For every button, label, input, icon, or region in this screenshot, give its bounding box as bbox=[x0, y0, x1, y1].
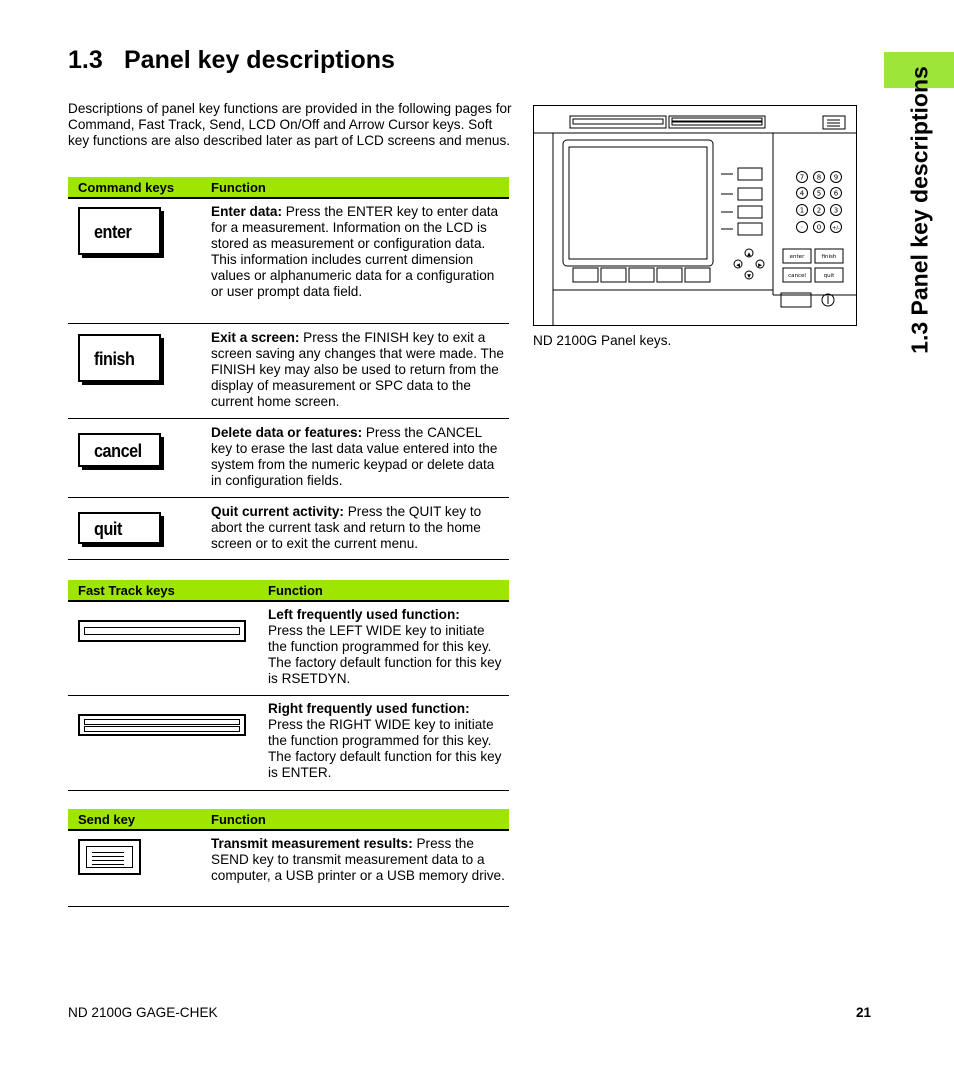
svg-text:+/-: +/- bbox=[832, 225, 840, 232]
send-key-table bbox=[68, 809, 509, 907]
send-key-icon bbox=[78, 839, 141, 875]
section-title: Panel key descriptions bbox=[124, 46, 395, 74]
svg-text:4: 4 bbox=[799, 189, 805, 198]
command-keys-table bbox=[68, 177, 509, 560]
panel-left-wide-key bbox=[570, 116, 666, 128]
table-row bbox=[68, 696, 509, 791]
header-command-keys: Command keys bbox=[78, 180, 175, 195]
section-number: 1.3 bbox=[68, 46, 103, 74]
cancel-key-icon: cancel bbox=[78, 433, 161, 467]
header-function: Function bbox=[268, 583, 323, 598]
table-row bbox=[68, 419, 509, 498]
header-function: Function bbox=[211, 812, 266, 827]
enter-description: Enter data: Press the ENTER key to enter data for a measurement. Information on the LCD is stored as measurement or configuration data. This information includes current dimension values or alphanumeric data for a configuration or user prompt data field. bbox=[211, 204, 499, 299]
panel-figure bbox=[533, 105, 857, 326]
side-title: 1.3 Panel key descriptions bbox=[906, 66, 933, 354]
table-row bbox=[68, 324, 509, 419]
svg-text:▲: ▲ bbox=[747, 251, 751, 258]
footer-product-name: ND 2100G GAGE-CHEK bbox=[68, 1005, 218, 1020]
svg-text:finish: finish bbox=[821, 254, 837, 260]
svg-text:7: 7 bbox=[799, 173, 805, 182]
svg-text:▼: ▼ bbox=[747, 273, 751, 280]
quit-key-icon: quit bbox=[78, 512, 161, 544]
svg-text:▶: ▶ bbox=[758, 262, 762, 269]
intro-paragraph: Descriptions of panel key functions are provided in the following pages for Command, Fast Track, Send, LCD On/Off and Arrow Cursor keys. Soft key functions are also described later as part of LCD screens and menus. bbox=[68, 101, 512, 148]
svg-text:6: 6 bbox=[833, 189, 839, 198]
quit-description: Quit current activity: Press the QUIT key to abort the current task and return to the home screen or to exit the current menu. bbox=[211, 504, 482, 551]
svg-text:9: 9 bbox=[833, 173, 839, 182]
page-number: 21 bbox=[856, 1005, 872, 1020]
finish-key-icon: finish bbox=[78, 334, 161, 382]
cancel-description: Delete data or features: Press the CANCEL key to erase the last data value entered into the system from the numeric keypad or delete data in configuration fields. bbox=[211, 425, 498, 488]
table-header bbox=[68, 580, 509, 602]
header-function: Function bbox=[211, 180, 266, 195]
svg-text:8: 8 bbox=[816, 173, 822, 182]
svg-text:enter: enter bbox=[789, 254, 805, 260]
svg-text:0: 0 bbox=[816, 223, 822, 232]
table-header bbox=[68, 177, 509, 199]
header-fast-track-keys: Fast Track keys bbox=[78, 583, 175, 598]
fast-track-keys-table bbox=[68, 580, 509, 791]
panel-lcd-screen bbox=[563, 140, 713, 266]
svg-text:3: 3 bbox=[833, 206, 839, 215]
table-row bbox=[68, 498, 509, 560]
enter-key-icon: enter bbox=[78, 207, 161, 255]
left-wide-description: Left frequently used function: Press the LEFT WIDE key to initiate the function programmed for this key. The factory default function for this key is RSETDYN. bbox=[268, 607, 502, 686]
send-description: Transmit measurement results: Press the SEND key to transmit measurement data to a computer, a USB printer or a USB memory drive. bbox=[211, 836, 505, 883]
right-wide-key-icon bbox=[78, 714, 246, 736]
table-row bbox=[68, 602, 509, 696]
table-row bbox=[68, 199, 509, 324]
right-wide-description: Right frequently used function: Press the RIGHT WIDE key to initiate the function programmed for this key. The factory default function for this key is ENTER. bbox=[268, 701, 502, 780]
table-header bbox=[68, 809, 509, 831]
finish-description: Exit a screen: Press the FINISH key to exit a screen saving any changes that were made. The FINISH key may also be used to return from the display of measurement or SPC data to the current home screen. bbox=[211, 330, 504, 409]
svg-text:1: 1 bbox=[799, 206, 805, 215]
left-wide-key-icon bbox=[78, 620, 246, 642]
svg-text:2: 2 bbox=[816, 206, 822, 215]
header-send-key: Send key bbox=[78, 812, 136, 827]
section-heading bbox=[68, 46, 395, 75]
table-row bbox=[68, 831, 509, 907]
figure-caption: ND 2100G Panel keys. bbox=[533, 333, 672, 348]
svg-text:5: 5 bbox=[816, 189, 822, 198]
svg-text:·: · bbox=[800, 223, 804, 232]
svg-text:quit: quit bbox=[823, 273, 835, 279]
svg-text:◀: ◀ bbox=[736, 262, 740, 269]
svg-text:cancel: cancel bbox=[788, 273, 806, 279]
